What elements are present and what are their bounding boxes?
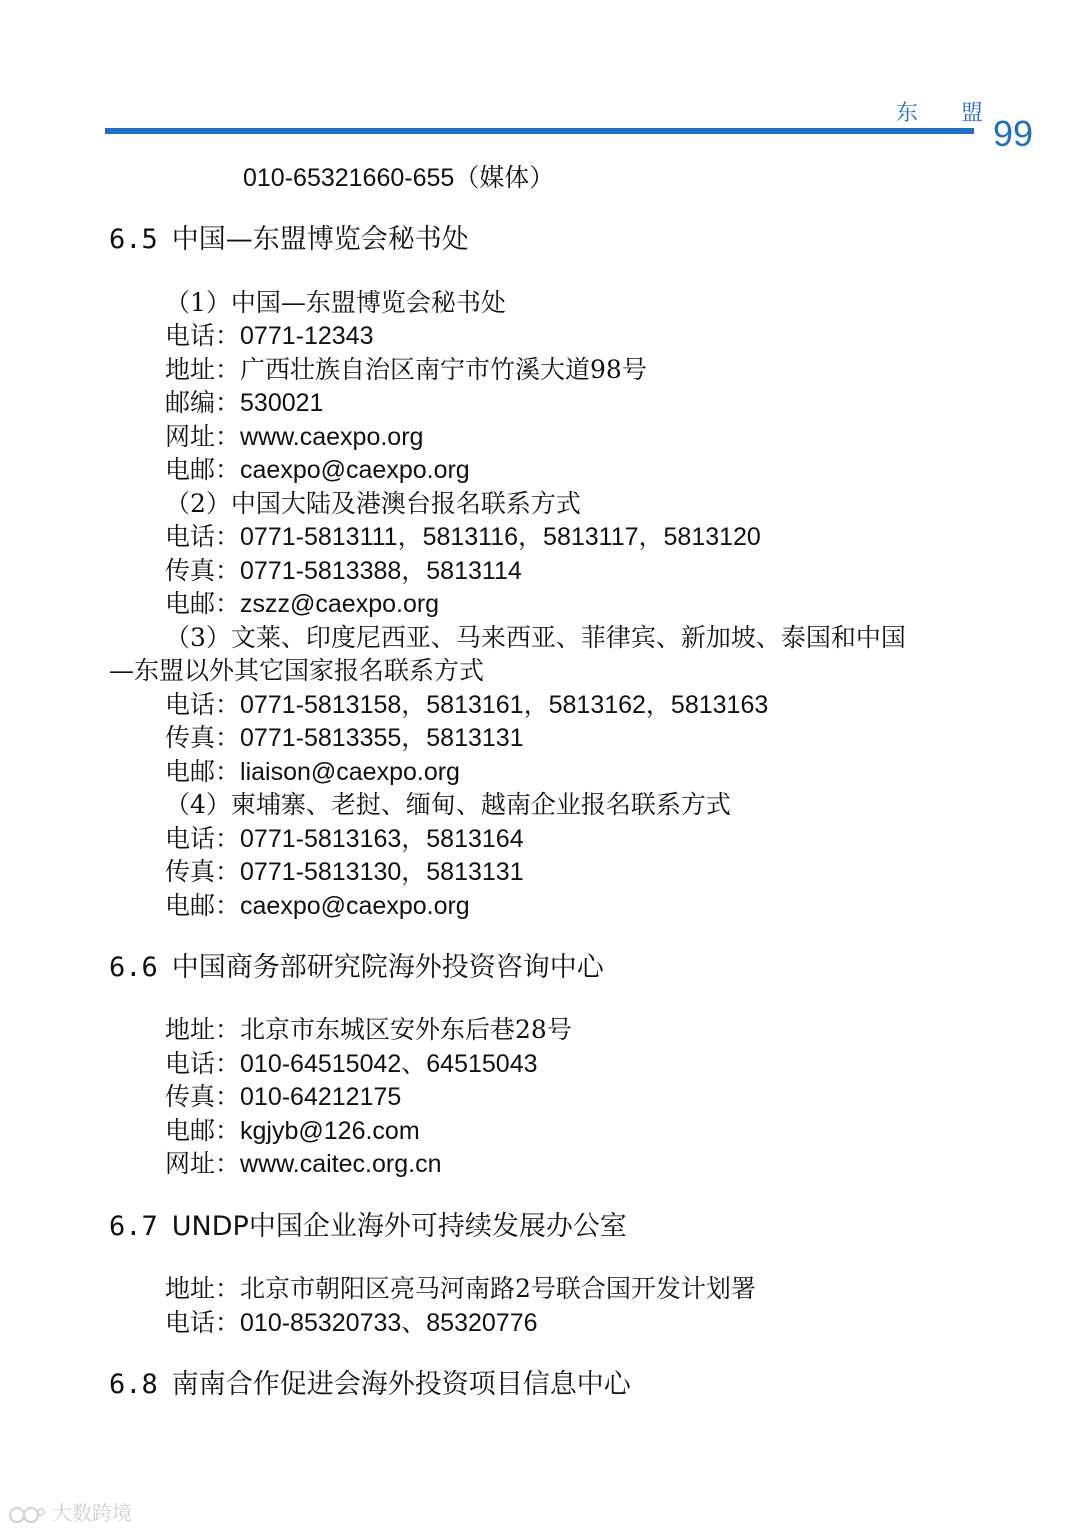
contact-line <box>165 1014 572 1046</box>
watermark-logo-icon <box>8 1505 46 1525</box>
contact-line <box>165 722 524 754</box>
field-label: 电话： <box>165 321 241 350</box>
contact-line <box>165 689 768 721</box>
address-value: 广西壮族自治区南宁市竹溪大道98号 <box>240 355 647 384</box>
section-number: 6.6 <box>109 952 158 983</box>
section-title: 中国商务部研究院海外投资咨询中心 <box>171 952 604 983</box>
running-header-title: 东 盟 <box>896 101 1001 126</box>
continued-phone: 010-65321660-655（媒体） <box>243 164 555 192</box>
email-value: caexpo@caexpo.org <box>240 892 470 920</box>
field-label: 传真： <box>165 857 241 886</box>
header-rule <box>105 128 974 134</box>
field-label: 地址： <box>165 1274 241 1303</box>
contact-line <box>165 823 524 855</box>
email-value: zszz@caexpo.org <box>240 590 440 618</box>
email-value: kgjyb@126.com <box>240 1117 420 1145</box>
phone-value: 010-64515042、64515043 <box>240 1050 538 1078</box>
contact-line <box>165 1081 401 1113</box>
contact-line <box>165 1273 756 1305</box>
field-label: 电邮： <box>165 757 241 786</box>
section-title: UNDP中国企业海外可持续发展办公室 <box>171 1211 627 1242</box>
section-heading-6-8 <box>109 1368 631 1402</box>
section-number: 6.5 <box>109 224 158 255</box>
contact-line <box>165 521 761 553</box>
phone-value: 010-85320733、85320776 <box>240 1309 538 1337</box>
field-label: 电话： <box>165 522 241 551</box>
field-label: 传真： <box>165 723 241 752</box>
website-value: www.caexpo.org <box>240 423 424 451</box>
contact-line <box>165 1307 538 1339</box>
field-label: 电话： <box>165 1308 241 1337</box>
watermark-text: 大数跨境 <box>52 1501 132 1525</box>
phone-value: 0771-12343 <box>240 322 374 350</box>
section-number: 6.7 <box>109 1211 158 1242</box>
address-value: 北京市朝阳区亮马河南路2号联合国开发计划署 <box>240 1274 756 1303</box>
contact-line <box>165 890 470 922</box>
address-value: 北京市东城区安外东后巷28号 <box>240 1015 572 1044</box>
section-title: 南南合作促进会海外投资项目信息中心 <box>171 1369 631 1400</box>
contact-line <box>165 555 522 587</box>
contact-line <box>165 856 524 888</box>
subsection-3-continued: —东盟以外其它国家报名联系方式 <box>109 656 485 685</box>
field-label: 网址： <box>165 422 241 451</box>
field-label: 电话： <box>165 824 241 853</box>
page-number: 99 <box>993 113 1034 154</box>
section-heading-6-7 <box>109 1210 627 1244</box>
contact-line <box>165 387 323 419</box>
field-label: 地址： <box>165 1015 241 1044</box>
subsection-2: （2）中国大陆及港澳台报名联系方式 <box>165 489 581 518</box>
contact-line <box>165 320 373 352</box>
contact-line <box>165 756 460 788</box>
zip-value: 530021 <box>240 389 324 417</box>
contact-line <box>165 1048 538 1080</box>
fax-value: 010-64212175 <box>240 1083 402 1111</box>
contact-line <box>165 421 423 453</box>
continued-phone-line <box>243 162 554 194</box>
subsection-4: （4）柬埔寨、老挝、缅甸、越南企业报名联系方式 <box>165 790 731 819</box>
watermark <box>8 1497 132 1526</box>
section-heading-6-5 <box>109 223 469 257</box>
field-label: 电邮： <box>165 455 241 484</box>
section-title: 中国—东盟博览会秘书处 <box>171 224 469 255</box>
field-label: 网址： <box>165 1149 241 1178</box>
field-label: 邮编： <box>165 388 241 417</box>
field-label: 电邮： <box>165 891 241 920</box>
phone-value: 0771-5813158，5813161，5813162，5813163 <box>240 691 769 719</box>
field-label: 电邮： <box>165 589 241 618</box>
field-label: 电话： <box>165 690 241 719</box>
email-value: liaison@caexpo.org <box>240 758 460 786</box>
contact-line <box>165 454 470 486</box>
subsection-3: （3）文莱、印度尼西亚、马来西亚、菲律宾、新加坡、泰国和中国 <box>165 623 906 652</box>
email-value: caexpo@caexpo.org <box>240 456 470 484</box>
section-heading-6-6 <box>109 951 604 985</box>
contact-line <box>165 354 647 386</box>
fax-value: 0771-5813355，5813131 <box>240 724 524 752</box>
fax-value: 0771-5813130，5813131 <box>240 858 524 886</box>
subsection-1: （1）中国—东盟博览会秘书处 <box>165 288 506 317</box>
section-number: 6.8 <box>109 1369 158 1400</box>
contact-line <box>165 1148 441 1180</box>
field-label: 电话： <box>165 1049 241 1078</box>
field-label: 传真： <box>165 1082 241 1111</box>
contact-line <box>165 1115 420 1147</box>
phone-value: 0771-5813163，5813164 <box>240 825 524 853</box>
website-value: www.caitec.org.cn <box>240 1150 442 1178</box>
field-label: 传真： <box>165 556 241 585</box>
field-label: 电邮： <box>165 1116 241 1145</box>
phone-value: 0771-5813111，5813116，5813117，5813120 <box>240 523 761 551</box>
contact-line <box>165 588 439 620</box>
field-label: 地址： <box>165 355 241 384</box>
fax-value: 0771-5813388，5813114 <box>240 557 522 585</box>
